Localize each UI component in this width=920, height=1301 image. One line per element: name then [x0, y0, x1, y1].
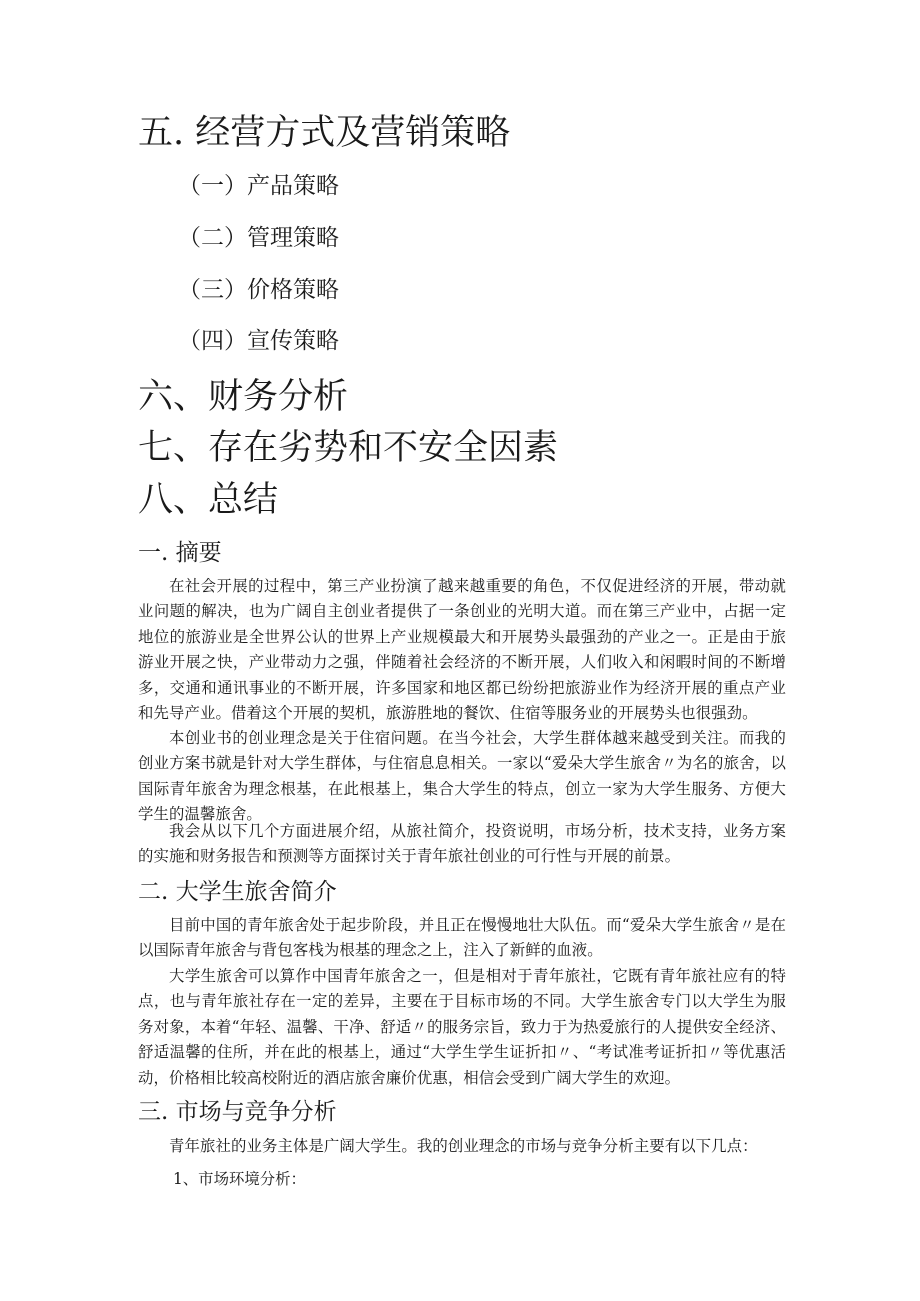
toc-section-5-4: （四）宣传策略 — [178, 328, 339, 354]
market-item-1: 1、市场环境分析： — [173, 1170, 306, 1188]
toc-section-5-1: （一）产品策略 — [178, 173, 339, 199]
toc-section-8: 八、总结 — [138, 480, 279, 520]
summary-paragraph-2: 本创业书的创业理念是关于住宿问题。在当今社会，大学生群体越来越受到关注。而我的创业方案书就是针对大学生群体，与住宿息息相关。一家以“爱朵大学生旅舍〃为名的旅舍，以国际青年旅舍为理念根基，在此根基上，集合大学生的特点，创立一家为大学生服务、方便大学生的温馨旅舍。 — [138, 729, 786, 824]
summary-paragraph-3: 我会从以下几个方面进展介绍，从旅社简介，投资说明，市场分析，技术支持，业务方案的实施和财务报告和预测等方面探讨关于青年旅社创业的可行性与开展的前景。 — [138, 822, 786, 866]
toc-section-6: 六、财务分析 — [138, 377, 349, 417]
market-heading: 三. 市场与竞争分析 — [138, 1099, 337, 1125]
summary-heading: 一. 摘要 — [138, 540, 222, 566]
summary-paragraph-1: 在社会开展的过程中，第三产业扮演了越来越重要的角色，不仅促进经济的开展，带动就业问题的解决，也为广阔自主创业者提供了一条创业的光明大道。而在第三产业中，占据一定地位的旅游业是全世界公认的世界上产业规模最大和开展势头最强劲的产业之一。正是由于旅游业开展之快，产业带动力之强，伴随着社会经济的不断开展，人们收入和闲暇时间的不断增多，交通和通讯事业的不断开展，许多国家和地区都已纷纷把旅游业作为经济开展的重点产业和先导产业。借着这个开展的契机，旅游胜地的餐饮、住宿等服务业的开展势头也很强劲。 — [138, 577, 786, 723]
toc-section-7: 七、存在劣势和不安全因素 — [138, 428, 559, 468]
intro-paragraph-2: 大学生旅舍可以算作中国青年旅舍之一，但是相对于青年旅社，它既有青年旅社应有的特点，也与青年旅社存在一定的差异，主要在于目标市场的不同。大学生旅舍专门以大学生为服务对象，本着“年轻、温馨、干净、舒适〃的服务宗旨，致力于为热爱旅行的人提供安全经济、舒适温馨的住所，并在此的根基上，通过“大学生学生证折扣〃、“考试准考证折扣〃等优惠活动，价格相比较高校附近的酒店旅舍廉价优惠，相信会受到广阔大学生的欢迎。 — [138, 967, 786, 1087]
market-paragraph-1: 青年旅社的业务主体是广阔大学生。我的创业理念的市场与竞争分析主要有以下几点： — [169, 1137, 758, 1155]
intro-paragraph-1: 目前中国的青年旅舍处于起步阶段，并且正在慢慢地壮大队伍。而“爱朵大学生旅舍〃是在以国际青年旅舍与背包客栈为根基的理念之上，注入了新鲜的血液。 — [138, 916, 786, 960]
toc-section-5-3: （三）价格策略 — [178, 277, 339, 303]
intro-heading: 二. 大学生旅舍简介 — [138, 879, 337, 905]
toc-section-5: 五. 经营方式及营销策略 — [138, 113, 511, 153]
toc-section-5-2: （二）管理策略 — [178, 225, 339, 251]
